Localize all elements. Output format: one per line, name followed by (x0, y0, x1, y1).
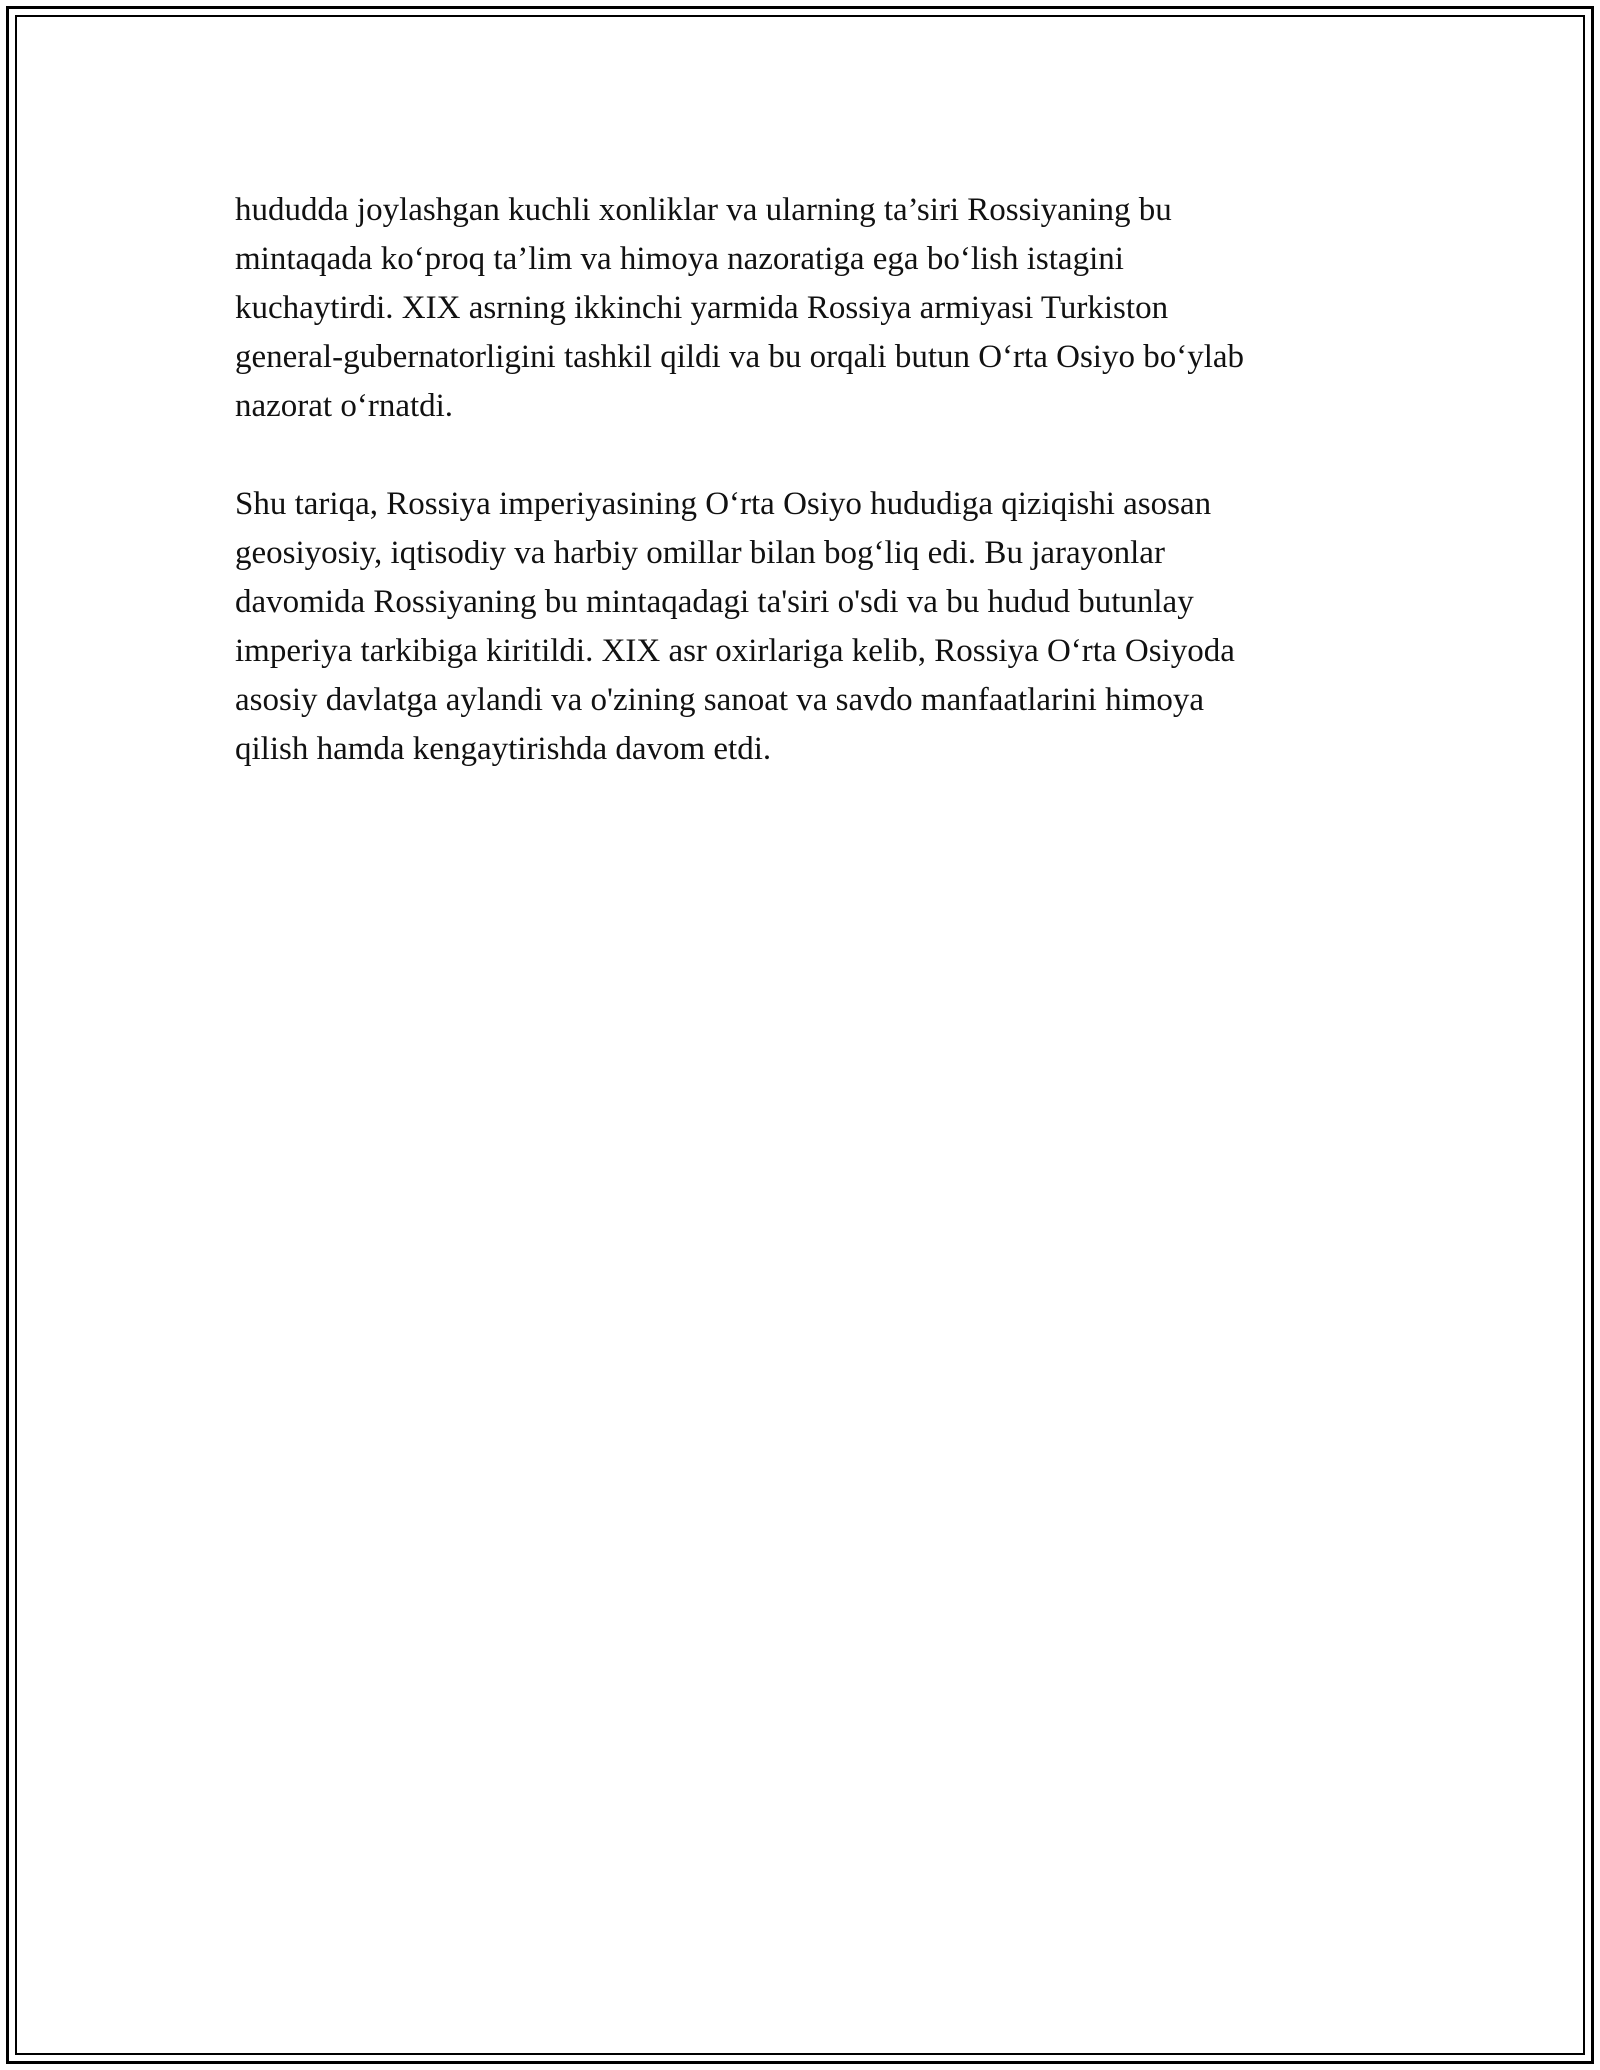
document-body (235, 186, 1375, 823)
paragraph-1: hududda joylashgan kuchli xonliklar va ularning ta’siri Rossiyaning bu mintaqada ko‘proq ta’lim va himoya nazoratiga ega bo‘lish istagini kuchaytirdi. XIX asrning ikkinchi yarmida Rossiya armiyasi Turkiston general-gubernatorligini tashkil qildi va bu orqali butun O‘rta Osiyo bo‘ylab nazorat o‘rnatdi. (235, 192, 1245, 424)
paragraph-2: Shu tariqa, Rossiya imperiyasining O‘rta Osiyo hududiga qiziqishi asosan geosiyosiy, iqtisodiy va harbiy omillar bilan bog‘liq edi. Bu jarayonlar davomida Rossiyaning bu mintaqadagi ta'siri o'sdi va bu hudud butunlay imperiya tarkibiga kiritildi. XIX asr oxirlariga kelib, Rossiya O‘rta Osiyoda asosiy davlatga aylandi va o'zining sanoat va savdo manfaatlarini himoya qilish hamda kengaytirishda davom etdi. (235, 486, 1235, 767)
